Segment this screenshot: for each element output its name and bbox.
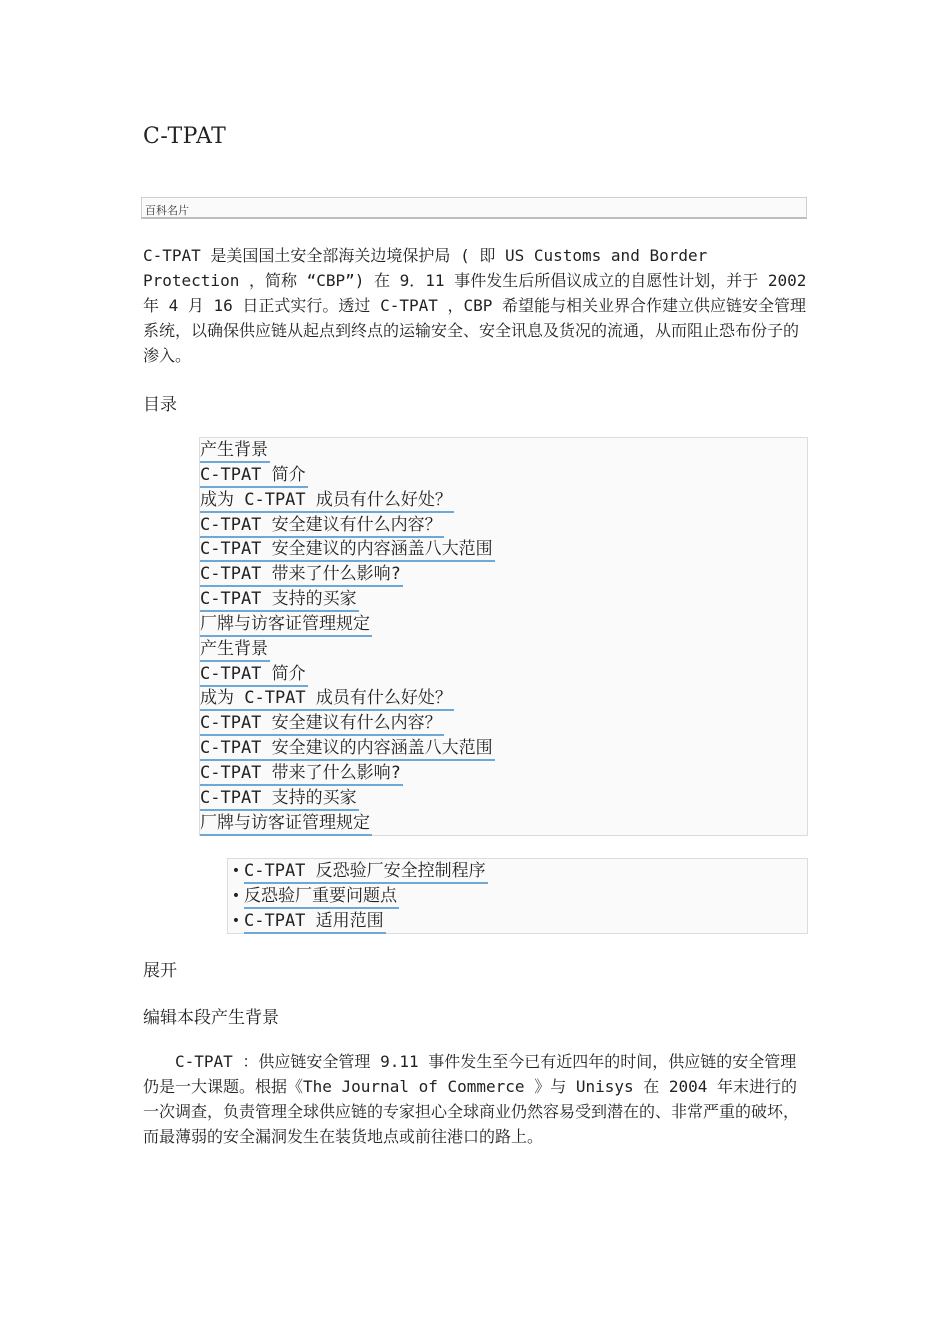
page-title: C-TPAT [143, 124, 227, 149]
toc-item [200, 513, 495, 538]
toc-list [200, 438, 495, 836]
toc-item [200, 488, 495, 513]
toc-sub-link[interactable]: C-TPAT 反恐验厂安全控制程序 [244, 861, 488, 884]
toc-item [200, 562, 495, 587]
toc-sub-item [228, 859, 488, 884]
toc-link[interactable]: C-TPAT 安全建议有什么内容？ [200, 713, 444, 736]
toc-item [200, 463, 495, 488]
section-body: C-TPAT ：供应链安全管理 9.11 事件发生至今已有近四年的时间，供应链的安全管理仍是一大课题。根据《The Journal of Commerce 》与 Unisys 在 2004 年末进行的一次调查，负责管理全球供应链的专家担心全球商业仍然容易受到潜在的、非常严重的破坏，而最薄弱的安全漏洞发生在装货地点或前往港口的路上。 [143, 1052, 800, 1146]
toc-item [200, 786, 495, 811]
bullet-icon: • [231, 863, 241, 880]
toc-item [200, 811, 495, 836]
toc-label: 目录 [143, 395, 177, 415]
toc-link[interactable]: 成为 C-TPAT 成员有什么好处？ [200, 688, 454, 711]
toc-item [200, 711, 495, 736]
toc-sub-link[interactable]: C-TPAT 适用范围 [244, 911, 386, 934]
table-of-contents [199, 437, 808, 836]
section-heading: 编辑本段产生背景 [143, 1008, 279, 1028]
bullet-icon: • [231, 912, 241, 929]
toc-item [200, 612, 495, 637]
toc-link[interactable]: C-TPAT 安全建议的内容涵盖八大范围 [200, 539, 495, 562]
toc-sub-list [228, 859, 488, 934]
toc-item [200, 438, 495, 463]
toc-link[interactable]: 厂牌与访客证管理规定 [200, 813, 372, 836]
toc-item [200, 761, 495, 786]
toc-sub-item [228, 884, 488, 909]
toc-link[interactable]: C-TPAT 带来了什么影响? [200, 763, 403, 786]
toc-item [200, 686, 495, 711]
toc-sub-link[interactable]: 反恐验厂重要问题点 [244, 886, 399, 909]
intro-paragraph: C-TPAT 是美国国土安全部海关边境保护局 ( 即 US Customs and Border Protection ，简称 “CBP”) 在 9．11 事件发生后所倡议成立的自愿性计划，并于 2002 年 4 月 16 日正式实行。透过 C-TPAT ，CBP 希望能与相关业界合作建立供应链安全管理系统，以确保供应链从起点到终点的运输安全、安全讯息及货况的流通，从而阻止恐布份子的渗入。 [143, 246, 807, 365]
toc-link[interactable]: 厂牌与访客证管理规定 [200, 614, 372, 637]
toc-link[interactable]: 产生背景 [200, 639, 270, 662]
toc-link[interactable]: C-TPAT 支持的买家 [200, 589, 359, 612]
toc-item [200, 537, 495, 562]
toc-item [200, 587, 495, 612]
toc-link[interactable]: C-TPAT 安全建议有什么内容？ [200, 515, 444, 538]
toc-item [200, 662, 495, 687]
baike-card-label: 百科名片 [145, 204, 189, 217]
expand-link[interactable]: 展开 [143, 961, 177, 981]
toc-item [200, 736, 495, 761]
toc-link[interactable]: C-TPAT 简介 [200, 664, 308, 687]
baike-card-bar [141, 197, 807, 219]
toc-link[interactable]: C-TPAT 安全建议的内容涵盖八大范围 [200, 738, 495, 761]
toc-link[interactable]: 成为 C-TPAT 成员有什么好处？ [200, 490, 454, 513]
toc-link[interactable]: C-TPAT 简介 [200, 465, 308, 488]
toc-link[interactable]: C-TPAT 支持的买家 [200, 788, 359, 811]
toc-sub-item [228, 909, 488, 934]
toc-link[interactable]: C-TPAT 带来了什么影响? [200, 564, 403, 587]
toc-sub-box [227, 858, 808, 934]
bullet-icon: • [231, 888, 241, 904]
toc-item [200, 637, 495, 662]
toc-link[interactable]: 产生背景 [200, 440, 270, 463]
